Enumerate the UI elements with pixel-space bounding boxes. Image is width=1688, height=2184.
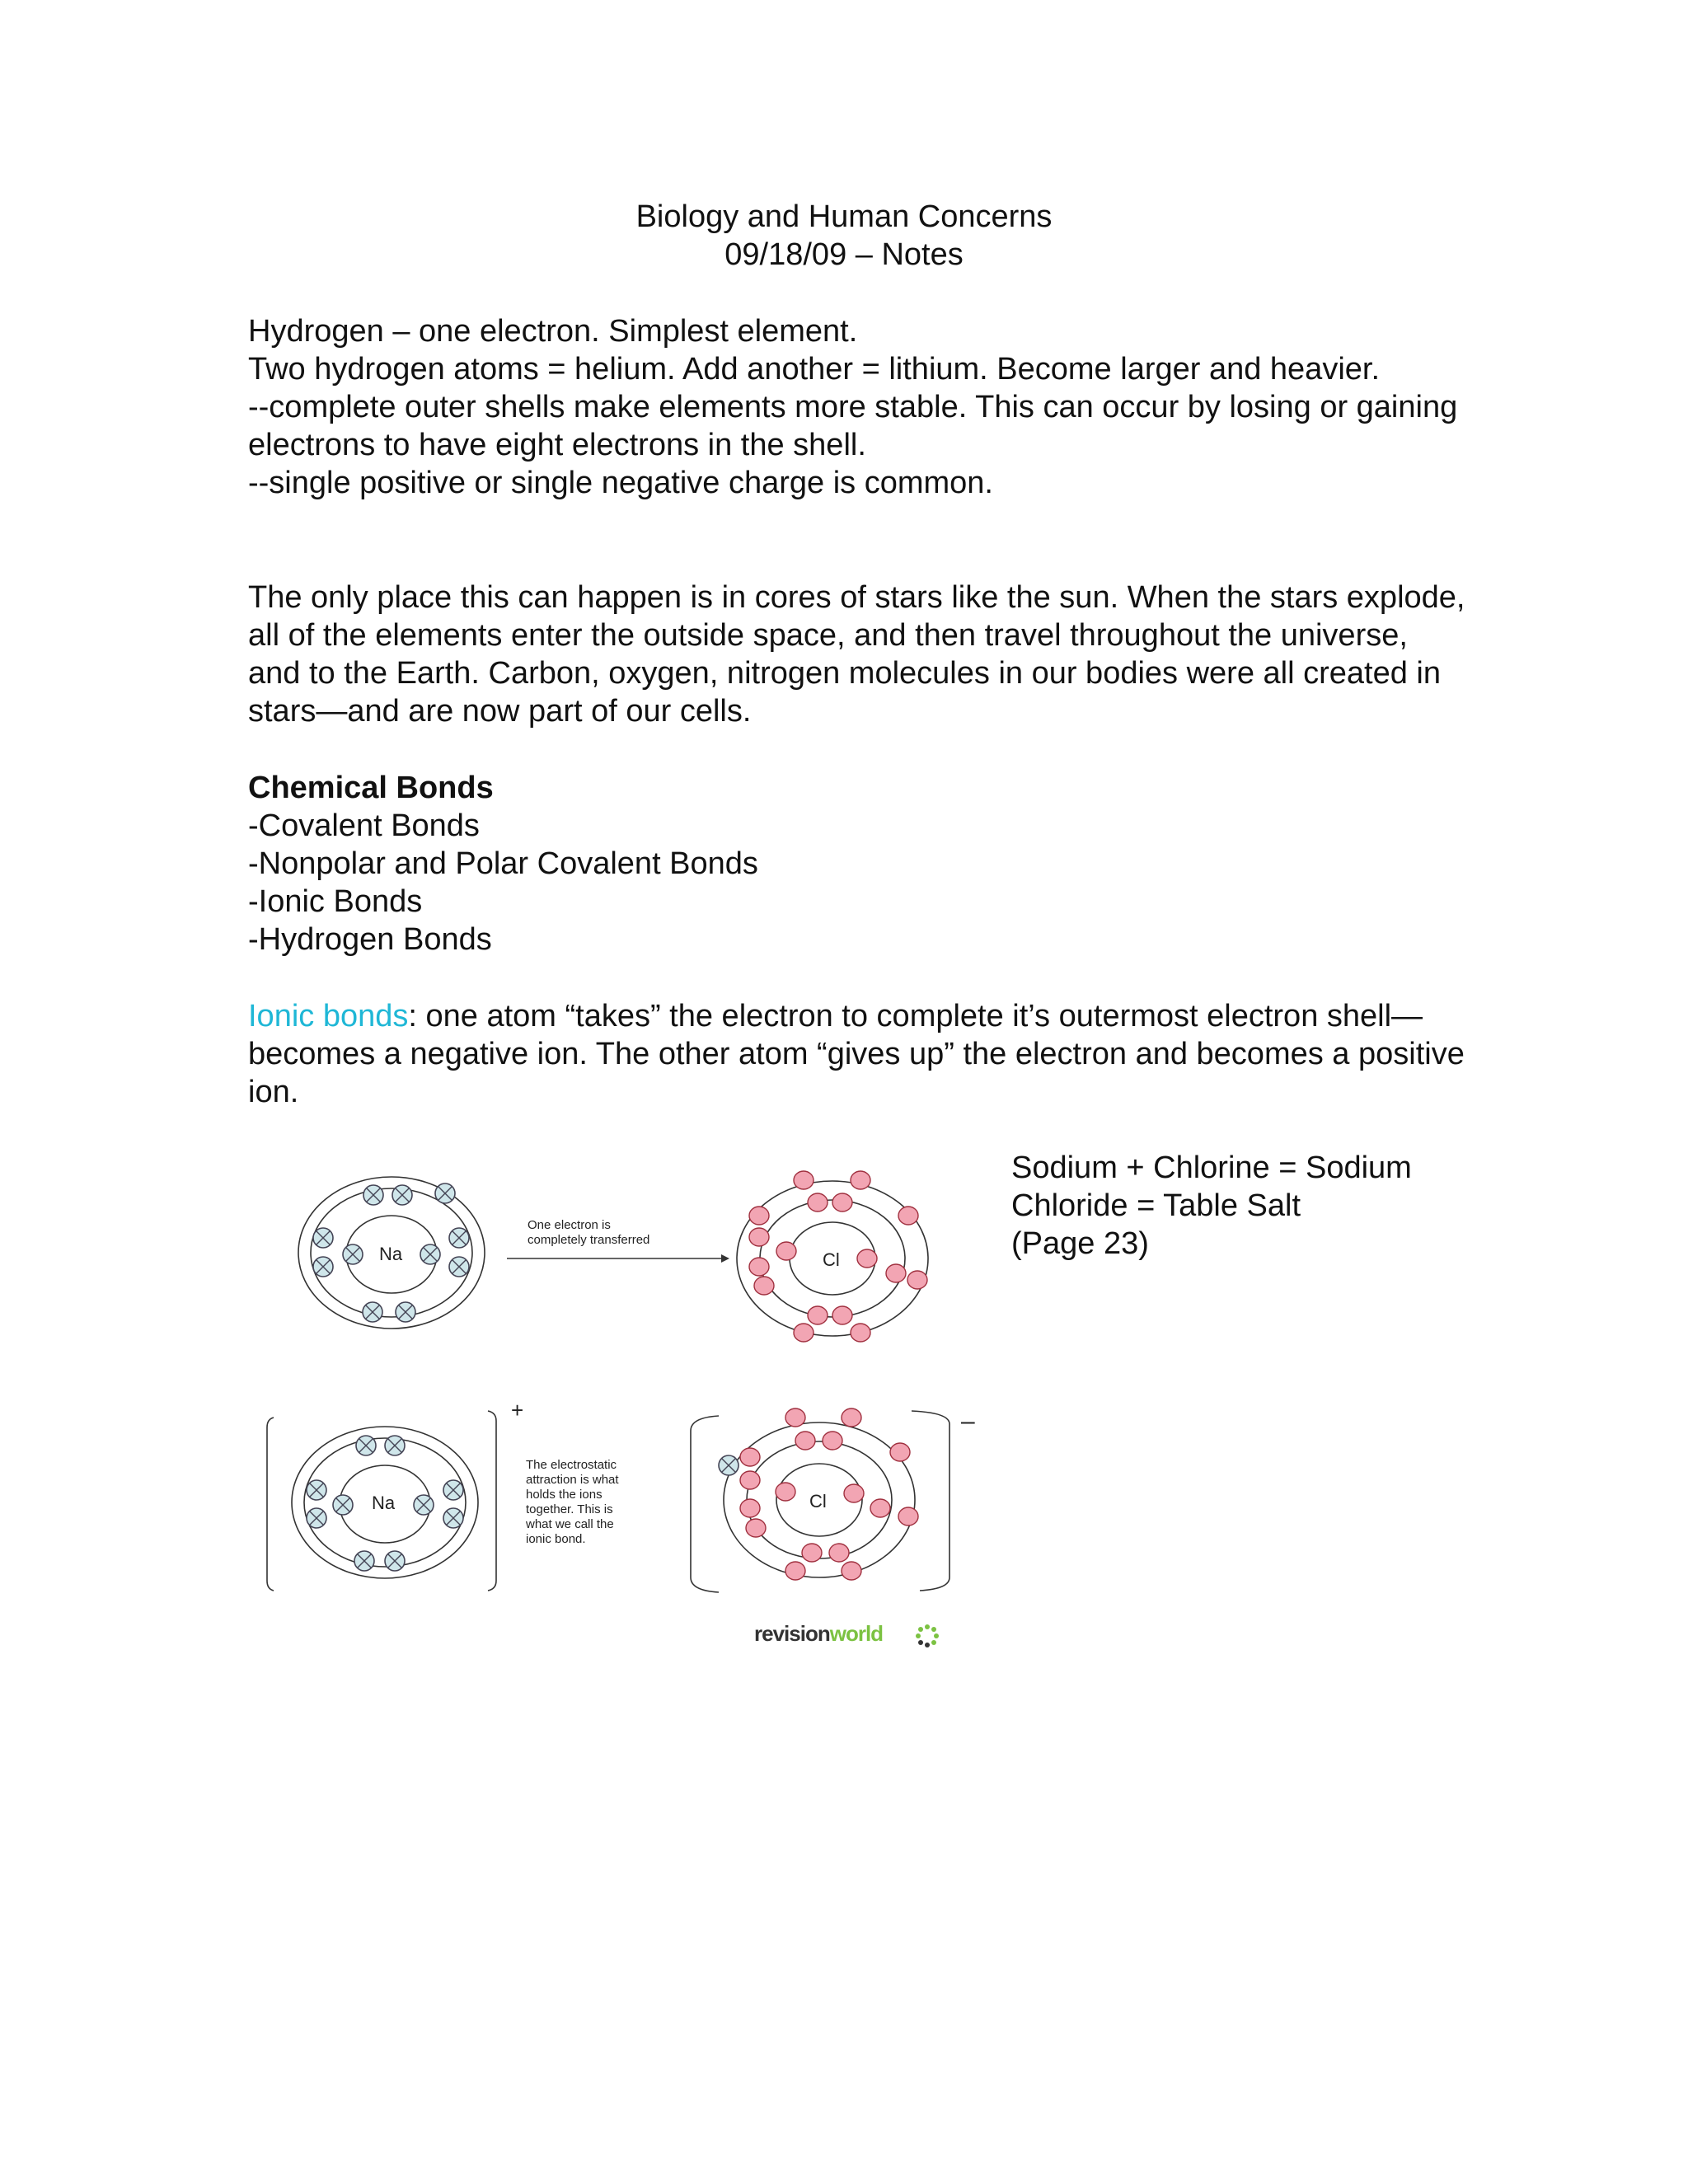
cl-electron [832,1306,852,1324]
na-electron [313,1228,333,1248]
cl-electron [749,1258,769,1276]
document-date: 09/18/09 – Notes [724,237,964,272]
cl-electron [754,1277,774,1295]
ionic-bond-svg [256,1146,997,1657]
cl-ion-left-bracket [691,1416,719,1592]
cl-electron [808,1193,828,1212]
attraction-caption-line: what we call the [526,1517,614,1531]
na-electron [392,1185,412,1205]
intro-line: Hydrogen – one electron. Simplest element. [248,314,858,349]
revisionworld-logo [754,1621,883,1646]
bond-item: -Covalent Bonds [248,808,480,843]
cl-electron [776,1242,796,1260]
na-electron [435,1183,455,1203]
cl-ion-electron [740,1448,760,1466]
caption-line: Sodium + Chlorine = Sodium [1011,1151,1412,1185]
cl-electron [749,1228,769,1246]
na-electron [396,1302,415,1322]
ionic-section [248,997,1468,1111]
cl-ion-electron [802,1544,822,1562]
na-electron [363,1302,382,1322]
ionic-paragraph [248,997,1468,1111]
cl-electron [907,1271,927,1289]
cl-electron [832,1193,852,1212]
transfer-arrow-head [721,1254,729,1263]
na-atom-label: Na [379,1244,403,1264]
na-ion-left-bracket [267,1418,274,1591]
cl-ion-electron [785,1408,805,1427]
na-ion-electron [385,1551,405,1571]
cl-ion-electron [870,1499,890,1517]
cl-ion-electron [740,1499,760,1517]
attraction-caption-line: The electrostatic [526,1458,617,1472]
cl-electron [898,1207,918,1225]
bonds-heading: Chemical Bonds [248,771,494,805]
cl-ion-label: Cl [809,1491,827,1511]
na-ion-electron [354,1551,374,1571]
na-electron [313,1257,333,1277]
cl-ion-electron [890,1443,910,1461]
na-electron [343,1244,363,1264]
document-title: Biology and Human Concerns [635,199,1053,234]
cl-electron [808,1306,828,1324]
cl-ion-electron [842,1562,861,1580]
caption-line: (Page 23) [1011,1226,1149,1261]
cl-ion-electron [898,1507,918,1526]
attraction-caption-line: holds the ions [526,1488,603,1502]
cl-electron [886,1264,906,1282]
cl-electron [851,1171,870,1189]
cl-electron [857,1249,877,1268]
cl-ion-electron [823,1432,842,1450]
cl-ion-electron [795,1432,815,1450]
ionic-bond-diagram [256,1146,997,1657]
cl-ion-electron [746,1519,766,1537]
na-electron [449,1257,469,1277]
ionic-definition: : one atom “takes” the electron to complete it’s outermost electron shell—becomes a negative ion. The other atom “gives up” the electron and becomes a positive ion. [248,999,1465,1109]
na-ion-right-bracket [488,1411,496,1591]
document-header [0,198,1688,274]
logo-spinner-icon [916,1624,939,1647]
attraction-caption-line: ionic bond. [526,1532,586,1546]
intro-section [248,312,1468,502]
transfer-caption-line: One electron is [528,1218,611,1232]
na-ion-electron [333,1495,353,1515]
bond-item: -Hydrogen Bonds [248,922,492,957]
stars-paragraph: The only place this can happen is in cores of stars like the sun. When the stars explode, all of the elements enter the outside space, and then travel throughout the universe, and to the Earth. Carbon, oxygen, nitrogen molecules in our bodies were all created in stars—and are now part of our cells. [248,580,1465,729]
na-ion-label: Na [372,1493,396,1513]
transfer-caption-line: completely transferred [528,1233,650,1247]
intro-line: --complete outer shells make elements more stable. This can occur by losing or gaining electrons to have eight electrons in the shell. [248,390,1458,462]
cl-ion-electron [842,1408,861,1427]
cl-ion-electron [776,1483,795,1501]
na-ion-electron [356,1436,376,1455]
salt-caption [1011,1149,1473,1263]
na-ion-electron [443,1508,463,1528]
logo-word-world: world [829,1621,884,1646]
cl-electron [851,1324,870,1342]
bonds-section [248,769,1468,958]
bond-item: -Nonpolar and Polar Covalent Bonds [248,846,758,881]
na-ion-electron [414,1495,434,1515]
na-ion-electron [443,1480,463,1500]
cl-ion-right-bracket [912,1411,950,1591]
cl-ion-electron [740,1471,760,1489]
intro-line: --single positive or single negative charge is common. [248,466,993,500]
na-ion-electron [307,1480,326,1500]
transferred-electron [719,1455,738,1475]
na-ion-electron [385,1436,405,1455]
cl-electron [749,1207,769,1225]
cl-ion-electron [829,1544,849,1562]
cl-electron [794,1324,814,1342]
cl-electron [794,1171,814,1189]
intro-line: Two hydrogen atoms = helium. Add another = lithium. Become larger and heavier. [248,352,1381,387]
attraction-caption-line: attraction is what [526,1473,619,1487]
cl-ion-electron [844,1484,864,1502]
cl-ion-electron [785,1562,805,1580]
na-electron [449,1228,469,1248]
na-electron [363,1185,383,1205]
na-electron [420,1244,440,1264]
negative-charge-sign: – [961,1408,975,1435]
attraction-caption-line: together. This is [526,1502,613,1516]
ionic-term: Ionic bonds [248,999,409,1033]
cl-atom-label: Cl [823,1249,840,1270]
bond-item: -Ionic Bonds [248,884,423,919]
positive-charge-sign: + [511,1398,524,1422]
logo-word-revision: revision [754,1621,830,1646]
na-ion-electron [307,1508,326,1528]
stars-section [248,579,1468,730]
caption-line: Chloride = Table Salt [1011,1188,1301,1223]
